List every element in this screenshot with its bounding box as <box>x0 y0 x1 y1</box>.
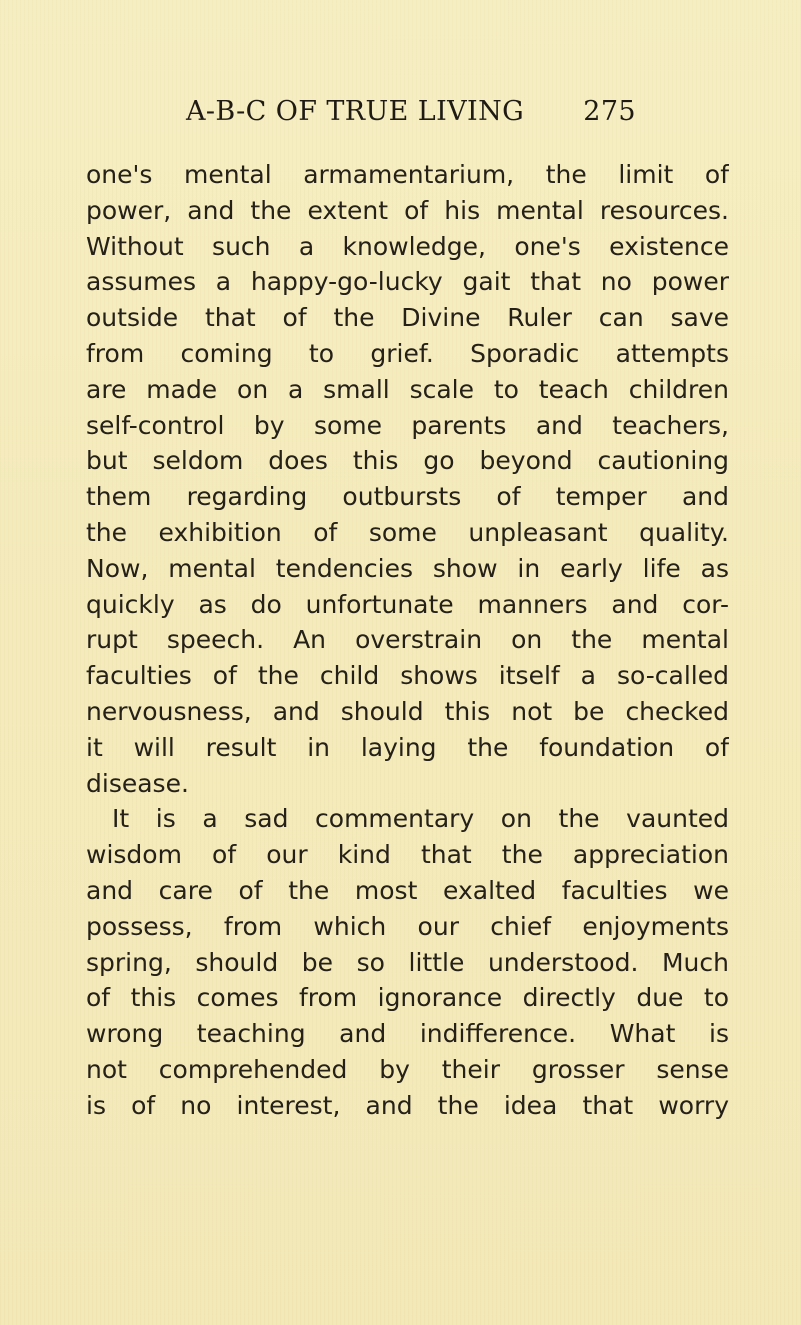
text-line: of this comes from ignorance directly due to <box>86 983 729 1013</box>
text-line: assumes a happy-go-lucky gait that no power <box>86 267 729 297</box>
page-number: 275 <box>583 96 636 127</box>
text-line: are made on a small scale to teach children <box>86 374 729 404</box>
text-line: wrong teaching and indifference. What is <box>86 1019 729 1049</box>
paragraph-1 <box>86 157 729 801</box>
text-line: spring, should be so little understood. Much <box>86 947 729 977</box>
text-line: from coming to grief. Sporadic attempts <box>86 338 729 368</box>
text-line: quickly as do unfortunate manners and cor- <box>86 589 729 619</box>
text-line: self-control by some parents and teachers, <box>86 410 729 440</box>
text-line: the exhibition of some unpleasant quality. <box>86 517 729 547</box>
text-line: and care of the most exalted faculties we <box>86 875 729 905</box>
running-title: A-B-C OF TRUE LIVING <box>186 96 525 127</box>
text-line: power, and the extent of his mental resources. <box>86 195 729 225</box>
text-line: possess, from which our chief enjoyments <box>86 911 729 941</box>
text-line: not comprehended by their grosser sense <box>86 1054 729 1084</box>
text-line: disease. <box>86 768 189 798</box>
text-line: it will result in laying the foundation of <box>86 732 729 762</box>
text-line: outside that of the Divine Ruler can save <box>86 303 729 333</box>
text-line: them regarding outbursts of temper and <box>86 482 729 512</box>
text-line: is of no interest, and the idea that worry <box>86 1090 729 1120</box>
text-line: Without such a knowledge, one's existence <box>86 231 729 261</box>
text-line: Now, mental tendencies show in early life as <box>86 553 729 583</box>
text-line: but seldom does this go beyond cautioning <box>86 446 729 476</box>
paragraph-2 <box>86 801 729 1123</box>
text-line: wisdom of our kind that the appreciation <box>86 840 729 870</box>
text-line: It is a sad commentary on the vaunted <box>112 804 729 834</box>
text-line: rupt speech. An overstrain on the mental <box>86 625 729 655</box>
text-line: nervousness, and should this not be checked <box>86 696 729 726</box>
running-head <box>186 96 636 140</box>
body-text <box>86 157 729 1124</box>
text-line: one's mental armamentarium, the limit of <box>86 160 729 189</box>
text-line: faculties of the child shows itself a so-called <box>86 661 729 691</box>
